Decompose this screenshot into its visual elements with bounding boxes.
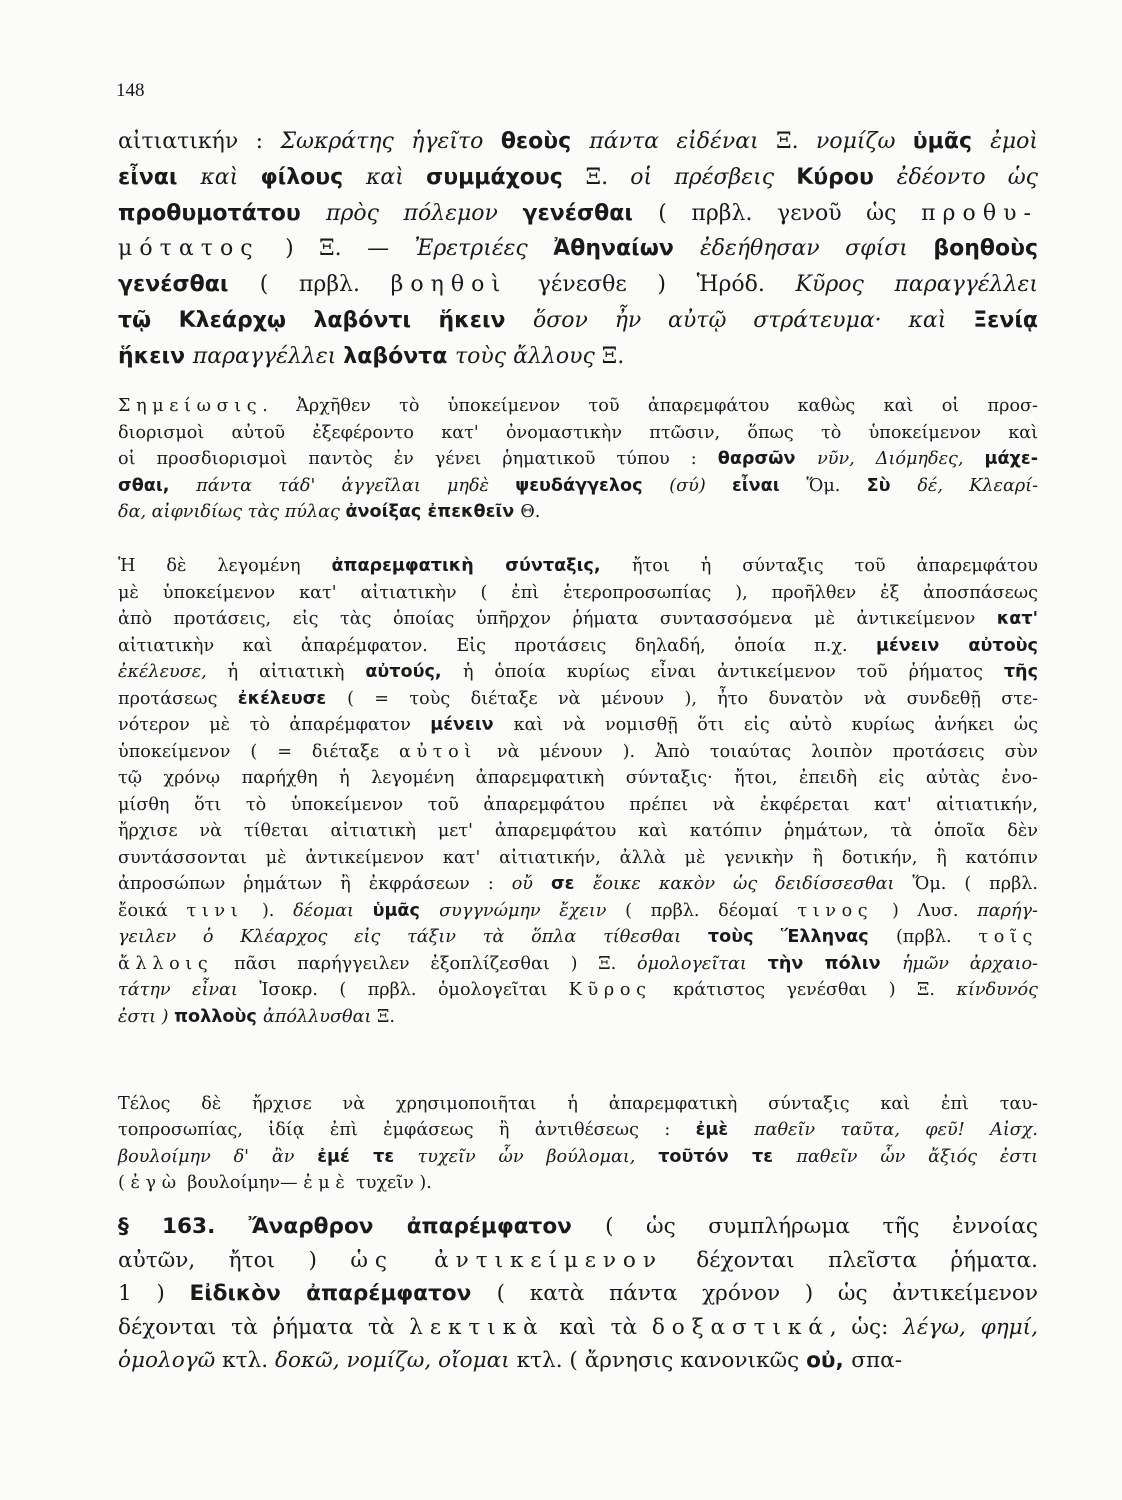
text-run: ἐκέλευσε, <box>118 662 228 682</box>
text-run: οὔ <box>511 874 551 894</box>
text-run: ἐγὼ <box>130 1173 182 1194</box>
text-run: ἤτοι ἡ σύνταξις τοῦ ἀπαρεμφάτου <box>632 556 1038 576</box>
text-line <box>118 739 1038 766</box>
text-run: ἐμέ τε <box>317 1146 418 1167</box>
text-line <box>118 1311 1038 1345</box>
text-line <box>118 845 1038 872</box>
text-run: Θ. <box>520 502 541 523</box>
text-run: Σημείωσις <box>118 396 263 416</box>
text-run: τοὺς ἄλλους <box>455 343 602 369</box>
text-run: νότερον μὲ τὸ ἀπαρέμφατον <box>118 715 431 735</box>
text-run: δέ, Κλεαρί- <box>917 475 1039 496</box>
text-run: ἐδεήθησαν σφίσι <box>699 236 934 262</box>
text-run: Ξ. <box>776 129 816 154</box>
text-run: τῷ Κλεάρχῳ λαβόντι ἥκειν <box>118 307 534 333</box>
text-run: ἥκειν <box>118 343 193 369</box>
text-run: σπα- <box>851 1348 903 1373</box>
text-run: Ξ. <box>601 343 625 369</box>
text-run: ἡμῶν ἀρχαιο- <box>901 953 1039 974</box>
text-run: ( πρβλ. γενοῦ ὡς <box>658 200 922 226</box>
text-run: λεκτικὰ <box>409 1314 545 1340</box>
text-run: κράτιστος γενέσθαι ) Ξ. <box>651 980 957 1000</box>
text-run: ἔοικά <box>118 900 187 921</box>
text-line <box>118 1170 1038 1196</box>
text-run: φίλους <box>260 164 366 190</box>
text-line <box>118 1117 1038 1143</box>
text-run: τοῖς <box>978 927 1039 947</box>
text-line <box>118 393 1038 420</box>
text-run: προθυ- <box>921 200 1038 226</box>
text-line <box>118 818 1038 845</box>
text-run: ὑμᾶς <box>912 129 991 154</box>
text-run: ὑποκείμενον ( = διέταξε <box>118 741 399 762</box>
section-163 <box>118 1210 1038 1378</box>
text-run: τάτην εἶναι <box>118 980 260 1000</box>
page-number: 148 <box>116 80 145 101</box>
text-run: ἐμὲ <box>303 1173 351 1194</box>
text-run: Ξ. <box>376 1006 395 1027</box>
text-run: νῦν, Διόμηδες, <box>817 449 985 470</box>
text-run: καὶ τὰ <box>544 1314 652 1340</box>
text-run: , ὡς: <box>829 1314 904 1340</box>
text-line <box>118 1091 1038 1117</box>
text-line <box>118 633 1038 660</box>
text-run: σθαι, <box>118 475 197 496</box>
text-line <box>118 1210 1038 1244</box>
text-run: παθεῖν ὧν ἄξιός ἐστι <box>796 1146 1039 1167</box>
text-run: δα, αἰφνιδίως τὰς πύλας <box>118 502 346 523</box>
text-line <box>118 1277 1038 1311</box>
text-run: Σὺ <box>866 475 918 496</box>
text-run: κτλ. ( ἄρνησις κανονικῶς <box>516 1348 807 1373</box>
text-line <box>118 580 1038 607</box>
text-run: ἀπόλλυσθαι <box>262 1006 377 1027</box>
text-run: προτάσεως <box>118 688 238 709</box>
text-run: ). <box>243 900 294 921</box>
text-run: δέχονται τὰ ῥήματα τὰ <box>118 1314 410 1340</box>
same-person-paragraph <box>118 1091 1038 1197</box>
text-run: τοπροσωπίας, ἰδίᾳ ἐπὶ ἐμφάσεως ἢ ἀντιθέσεως : <box>118 1120 696 1141</box>
text-run: εἶναι <box>118 164 201 190</box>
text-run: ὅσον ἦν αὐτῷ στράτευμα· καὶ <box>533 307 974 333</box>
text-run: κτλ. <box>222 1348 275 1373</box>
text-run: ὁμολογεῖται <box>637 953 768 974</box>
text-run: προθυμοτάτου <box>118 200 326 226</box>
text-run: ἀνοίξας ἐπεκθεῖν <box>345 502 521 523</box>
text-run: ἐμοὶ <box>990 129 1039 154</box>
text-run: ὡς ἀντικείμενον <box>350 1247 663 1273</box>
text-run: βουλοίμην— <box>181 1173 304 1194</box>
text-line <box>118 898 1038 925</box>
text-run: δοκῶ, νομίζω, οἴομαι <box>274 1348 517 1373</box>
text-run: τοὺς Ἕλληνας <box>707 927 896 947</box>
text-run: ( κατὰ πάντα χρόνον ) ὡς ἀντικείμενον <box>496 1281 1038 1306</box>
text-run: συντάσσονται μὲ ἀντικείμενον κατ' αἰτιατικήν, ἀλλὰ μὲ γενικὴν ἢ δοτικήν, ἢ κατόπιν <box>118 847 1038 868</box>
text-line <box>118 1004 1038 1031</box>
text-run: σε <box>550 874 593 894</box>
text-run: τοῦτόν τε <box>658 1146 797 1167</box>
text-run: δοξαστικά <box>651 1314 830 1340</box>
text-run: Ἀθηναίων <box>553 236 700 262</box>
text-run: οἱ προσδιορισμοὶ παντὸς ἐν γένει ῥηματικοῦ τύπου : <box>118 449 718 470</box>
text-run: τυχεῖν ὧν βούλομαι, <box>417 1146 659 1167</box>
text-run: αἰτιατικὴν καὶ ἀπαρέμφατον. Εἰς προτάσεις δηλαδή, ὁποία π.χ. <box>118 635 877 656</box>
text-run: μένειν αὐτοὺς <box>876 635 1038 656</box>
text-line <box>118 446 1038 473</box>
text-run: Ξ. <box>585 164 631 190</box>
text-run: γειλεν ὁ Κλέαρχος εἰς τάξιν τὰ ὅπλα τίθεσθαι <box>118 927 708 947</box>
text-line <box>118 160 1038 196</box>
text-run: . Ἀρχῆθεν τὸ ὑποκείμενον τοῦ ἀπαρεμφάτου καθὼς καὶ οἱ προσ- <box>262 396 1038 416</box>
text-run: παρήγ- <box>977 900 1038 921</box>
text-run: μὲ ὑποκείμενον κατ' αἰτιατικὴν ( ἐπὶ ἑτεροπροσωπίας ), προῆλθεν ἐξ ἀποσπάσεως <box>118 582 1038 603</box>
text-run: κατ' <box>996 609 1038 629</box>
text-run: Ξενίᾳ <box>973 307 1039 333</box>
text-line <box>118 712 1038 739</box>
text-run: § 163. Ἄναρθρον ἀπαρέμφατον <box>118 1214 606 1239</box>
text-run: αὐτοὶ <box>398 741 477 762</box>
text-run: Κῦρος παραγγέλλει <box>795 272 1038 298</box>
text-run: Σωκράτης ἡγεῖτο <box>280 129 501 154</box>
text-run: μίσθη ὅτι τὸ ὑποκείμενον τοῦ ἀπαρεμφάτου πρέπει νὰ ἐκφέρεται κατ' αἰτιατικήν, <box>118 794 1038 815</box>
text-run: ὑμᾶς <box>372 900 440 921</box>
text-run: ἀπαρεμφατικὴ σύνταξις, <box>331 556 633 576</box>
text-run: δέομαι <box>293 900 373 921</box>
text-run: ἐκέλευσε <box>237 688 348 709</box>
text-run: ( πρβλ. δέομαί <box>625 900 798 921</box>
text-line <box>118 871 1038 898</box>
text-line <box>118 231 1038 267</box>
text-run: πάντα τάδ' ἀγγεῖλαι μηδὲ <box>196 475 516 496</box>
text-line <box>118 553 1038 580</box>
text-run: 1 ) <box>118 1281 190 1306</box>
text-run: Ἐρετριέες <box>414 236 554 262</box>
text-line <box>118 1244 1038 1278</box>
text-line <box>118 924 1038 951</box>
text-run: ἔοικε κακὸν ὡς δειδίσσεσθαι <box>592 874 913 894</box>
text-run: πολλοὺς <box>174 1006 263 1027</box>
text-run: ἄλλοις <box>118 953 214 974</box>
text-run: ( = τοὺς διέταξε νὰ μένουν ), ἦτο δυνατὸν νὰ συνδεθῇ στε- <box>347 688 1039 709</box>
text-line <box>118 473 1038 500</box>
text-run: γένεσθε ) Ἡρόδ. <box>507 272 796 298</box>
text-run: οὐ, <box>806 1348 852 1373</box>
text-line <box>118 303 1038 339</box>
text-line <box>118 686 1038 713</box>
text-run: Κύρου <box>796 164 897 190</box>
text-run: καὶ <box>366 164 427 190</box>
text-run: ) Ξ. — <box>259 236 415 262</box>
text-line <box>118 499 1038 526</box>
example-paragraph <box>118 124 1038 375</box>
text-line <box>118 765 1038 792</box>
text-run: τῷ χρόνῳ παρήχθη ἡ λεγομένη ἀπαρεμφατικὴ σύνταξις· ἤτοι, ἐπειδὴ εἰς αὐτὰς ἐνο- <box>118 768 1038 788</box>
text-run: (πρβλ. <box>895 927 979 947</box>
text-run: θεοὺς <box>500 129 590 154</box>
text-run: ἡ αἰτιατικὴ <box>227 662 366 682</box>
text-run: μάχε- <box>984 449 1038 470</box>
text-line <box>118 1144 1038 1170</box>
text-run: ( πρβλ. <box>259 272 391 298</box>
infinitive-syntax-paragraph <box>118 553 1038 1030</box>
text-run: ἡ ὁποία κυρίως εἶναι ἀντικείμενον τοῦ ῥήματος <box>463 662 1004 682</box>
text-run: ὁμολογῶ <box>118 1348 223 1373</box>
text-run: Ὅμ. ( πρβλ. <box>912 874 1038 894</box>
text-line <box>118 606 1038 633</box>
text-run: Εἰδικὸν ἀπαρέμφατον <box>189 1281 497 1306</box>
text-run: ἀπὸ προτάσεις, εἰς τὰς ὁποίας ὑπῆρχον ῥήματα συντασσόμενα μὲ ἀντικείμενον <box>118 609 997 629</box>
text-run: εἶναι <box>732 475 807 496</box>
text-run: ( <box>118 1173 131 1194</box>
text-run: ἐμὲ <box>695 1120 754 1141</box>
text-run: αὐτῶν, ἤτοι ) <box>118 1247 351 1273</box>
text-run: ψευδάγγελος <box>515 475 670 496</box>
text-run: θαρσῶν <box>717 449 818 470</box>
text-run: ) Λυσ. <box>873 900 978 921</box>
text-run: Ἡ δὲ λεγομένη <box>118 556 332 576</box>
text-line <box>118 420 1038 447</box>
text-line <box>118 267 1038 303</box>
text-run: διορισμοὶ αὐτοῦ ἐξεφέροντο κατ' ὀνομαστικὴν πτῶσιν, ὅπως τὸ ὑποκείμενον καὶ <box>118 422 1038 443</box>
text-run: καὶ νὰ νομισθῇ ὅτι εἰς αὐτὸ κυρίως ἀνήκει ὡς <box>513 715 1039 735</box>
text-run: οἱ πρέσβεις <box>630 164 797 190</box>
text-run: τυχεῖν ). <box>350 1173 432 1194</box>
text-line <box>118 124 1038 160</box>
text-run: συμμάχους <box>426 164 586 190</box>
text-run: παραγγέλλει <box>192 343 344 369</box>
text-run: γενέσθαι <box>522 200 659 226</box>
text-run: πρὸς πόλεμον <box>325 200 523 226</box>
text-run: (σύ) <box>669 475 732 496</box>
text-run: συγγνώμην ἔχειν <box>439 900 626 921</box>
text-run: αἰτιατικήν : <box>118 129 281 154</box>
text-run: τῆς <box>1003 662 1039 682</box>
text-run: δέχονται πλεῖστα ῥήματα. <box>662 1247 1038 1273</box>
text-run: γενέσθαι <box>118 272 260 298</box>
text-run: ( ὡς συμπλήρωμα τῆς ἐννοίας <box>605 1214 1038 1239</box>
text-run: Τέλος δὲ ἤρχισε νὰ χρησιμοποιῆται ἡ ἀπαρεμφατικὴ σύνταξις καὶ ἐπὶ ταυ- <box>118 1094 1038 1114</box>
text-run: Ἰσοκρ. ( πρβλ. ὁμολογεῖται <box>259 980 569 1000</box>
text-line <box>118 196 1038 232</box>
text-run: μένειν <box>430 715 514 735</box>
text-run: πάντα εἰδέναι <box>589 129 777 154</box>
text-run: λέγω, φημί, <box>903 1314 1039 1340</box>
text-line <box>118 792 1038 819</box>
text-line <box>118 659 1038 686</box>
text-line <box>118 977 1038 1004</box>
text-run: ἐδέοντο ὡς <box>896 164 1039 190</box>
text-run: Κῦρος <box>568 980 652 1000</box>
text-run: κίνδυνός <box>956 980 1038 1000</box>
text-run: βοηθοὺς <box>933 236 1038 262</box>
text-run: βοηθοὶ <box>390 272 508 298</box>
text-line <box>118 951 1038 978</box>
text-run: νομίζω <box>815 129 913 154</box>
text-run: καὶ <box>200 164 261 190</box>
text-run: τὴν πόλιν <box>767 953 902 974</box>
text-run: τινι <box>186 900 244 921</box>
text-line <box>118 1344 1038 1378</box>
text-run: ἐστι ) <box>118 1006 175 1027</box>
note-paragraph <box>118 393 1038 526</box>
text-run: ἤρχισε νὰ τίθεται αἰτιατικὴ μετ' ἀπαρεμφάτου καὶ κατόπιν ῥημάτων, τὰ ὁποῖα δὲν <box>118 821 1038 841</box>
text-run: πᾶσι παρήγγειλεν ἐξοπλίζεσθαι ) Ξ. <box>213 953 638 974</box>
text-run: λαβόντα <box>343 343 455 369</box>
text-run: νὰ μένουν ). Ἀπὸ τοιαύτας λοιπὸν προτάσεις σὺν <box>476 741 1038 762</box>
text-run: βουλοίμην δ' ἂν <box>118 1146 318 1167</box>
text-run: τινος <box>797 900 874 921</box>
text-run: μότατος <box>118 236 260 262</box>
text-line <box>118 339 1038 375</box>
text-run: παθεῖν ταῦτα, φεῦ! Αἰσχ. <box>754 1120 1038 1141</box>
text-run: ἀπροσώπων ῥημάτων ἢ ἐκφράσεων : <box>118 874 512 894</box>
text-run: Ὅμ. <box>806 475 867 496</box>
text-run: αὐτούς, <box>365 662 463 682</box>
